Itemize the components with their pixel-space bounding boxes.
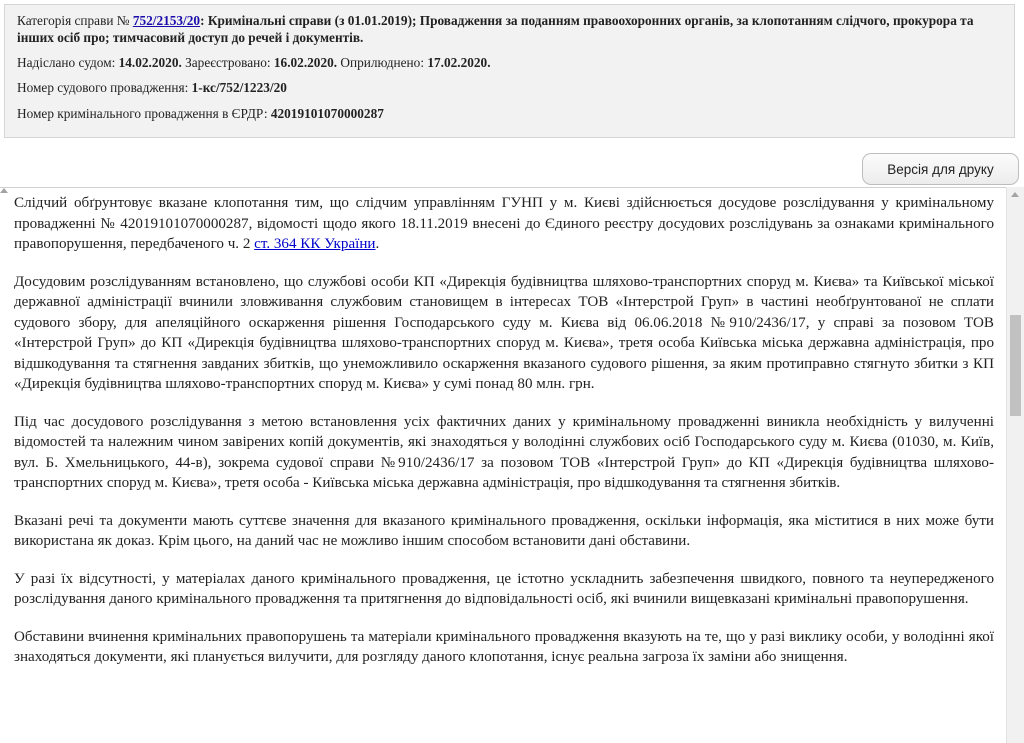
document-body [14, 193, 994, 685]
scrollbar-thumb[interactable] [1010, 315, 1021, 416]
document-paragraph: Обставини вчинення кримінальних правопорушень та матеріали кримінального провадження вказують на те, що у разі виклику особи, у володінні якої знаходяться документи, які планується вилучити, для розгляду даного клопотання, існує реальна загроза їх заміни або знищення. [14, 628, 994, 665]
case-info-panel [4, 4, 1015, 138]
scroll-up-arrow-icon[interactable] [1011, 192, 1019, 197]
case-dates-row [17, 54, 1002, 71]
proceeding-number-row [17, 79, 1002, 96]
case-category-text: : Кримінальні справи (з 01.01.2019); Провадження за поданням правоохоронних органів, за клопотанням слідчого, прокурора та інших осіб про; тимчасовий доступ до речей і документів. [17, 13, 974, 45]
paragraph-text: . [375, 236, 380, 252]
sent-date: 14.02.2020. [118, 55, 182, 71]
case-category-row [17, 12, 1002, 46]
proceeding-number: 1-кс/752/1223/20 [191, 80, 287, 96]
published-date: 17.02.2020. [427, 55, 491, 71]
document-paragraph: Досудовим розслідуванням встановлено, що службові особи КП «Дирекція будівництва шляхово-транспортних споруд м. Києва» та Київської міської державної адміністрації вчинили зловживання службовим становищем в інтересах ТОВ «Інтерстрой Груп» в частині необґрунтованої не сплати судового збору, для апеляційного оскарження рішення Господарського суду м. Києва від 06.06.2018 №910/2436/17, у справі за позовом ТОВ «Інтерстрой Груп» до КП «Дирекція будівництва шляхово-транспортних споруд м. Києва», третя особа Київська міська державна адміністрація, про відшкодування та стягнення завданих збитків, що унеможливило оскарження вказаного судового рішення, за яким протиправно стягнуто збитки з КП «Дирекція будівництва шляхово-транспортних споруд м. Києва» у сумі понад 80 млн. грн. [14, 273, 994, 392]
case-number-link[interactable]: 752/2153/20 [132, 13, 201, 28]
registered-date: 16.02.2020. [273, 55, 338, 71]
published-label: Оприлюднено: [337, 55, 428, 71]
sent-label: Надіслано судом: [17, 55, 119, 71]
document-paragraph: Вказані речі та документи мають суттєве значення для вказаного кримінального провадження, оскільки інформація, яка міститися в них може бути використана як доказ. Крім цього, на даний час не можливо іншим способом встановити дані обставини. [14, 512, 994, 549]
document-paragraph [14, 193, 994, 255]
case-category-prefix: Категорія справи № [17, 13, 133, 28]
erdr-number-row [17, 105, 1002, 122]
erdr-label: Номер кримінального провадження в ЄРДР: [17, 105, 271, 121]
vertical-scrollbar[interactable] [1006, 187, 1024, 743]
paragraph-text: Слідчий обґрунтовує вказане клопотання тим, що слідчим управлінням ГУНП у м. Києві здійснюється досудове розслідування у кримінальному провадженні № 42019101070000287, відомості щодо якого 18.11.2019 внесені до Єдиного реєстру досудових розслідувань за ознаками кримінального правопорушення, передбаченого ч. 2 [14, 195, 994, 252]
erdr-number: 42019101070000287 [270, 105, 384, 121]
proceeding-label: Номер судового провадження: [17, 80, 192, 96]
document-text-area[interactable] [0, 187, 1024, 743]
registered-label: Зареєстровано: [181, 55, 274, 71]
law-article-link[interactable]: ст. 364 КК України [254, 236, 376, 252]
document-paragraph: У разі їх відсутності, у матеріалах даного кримінального провадження, це істотно ускладнить забезпечення швидкого, повного та неупередженого розслідування даного кримінального провадження та притягнення до відповідальності осіб, які вчинили вищевказані кримінальні правопорушення. [14, 570, 994, 607]
document-paragraph: Під час досудового розслідування з метою встановлення усіх фактичних даних у кримінальному провадженні виникла необхідність у вилученні відомостей та належним чином завірених копій документів, які знаходяться у володінні службових осіб Господарського суду м. Києва (01030, м. Київ, вул. Б. Хмельницького, 44-в), зокрема судової справи №910/2436/17 за позовом ТОВ «Інтерстрой Груп» до КП «Дирекція будівництва шляхово-транспортних споруд м. Києва», третя особа - Київська міська державна адміністрація, про відшкодування та стягнення збитків. [14, 413, 994, 491]
print-version-button[interactable]: Версія для друку [862, 153, 1019, 185]
